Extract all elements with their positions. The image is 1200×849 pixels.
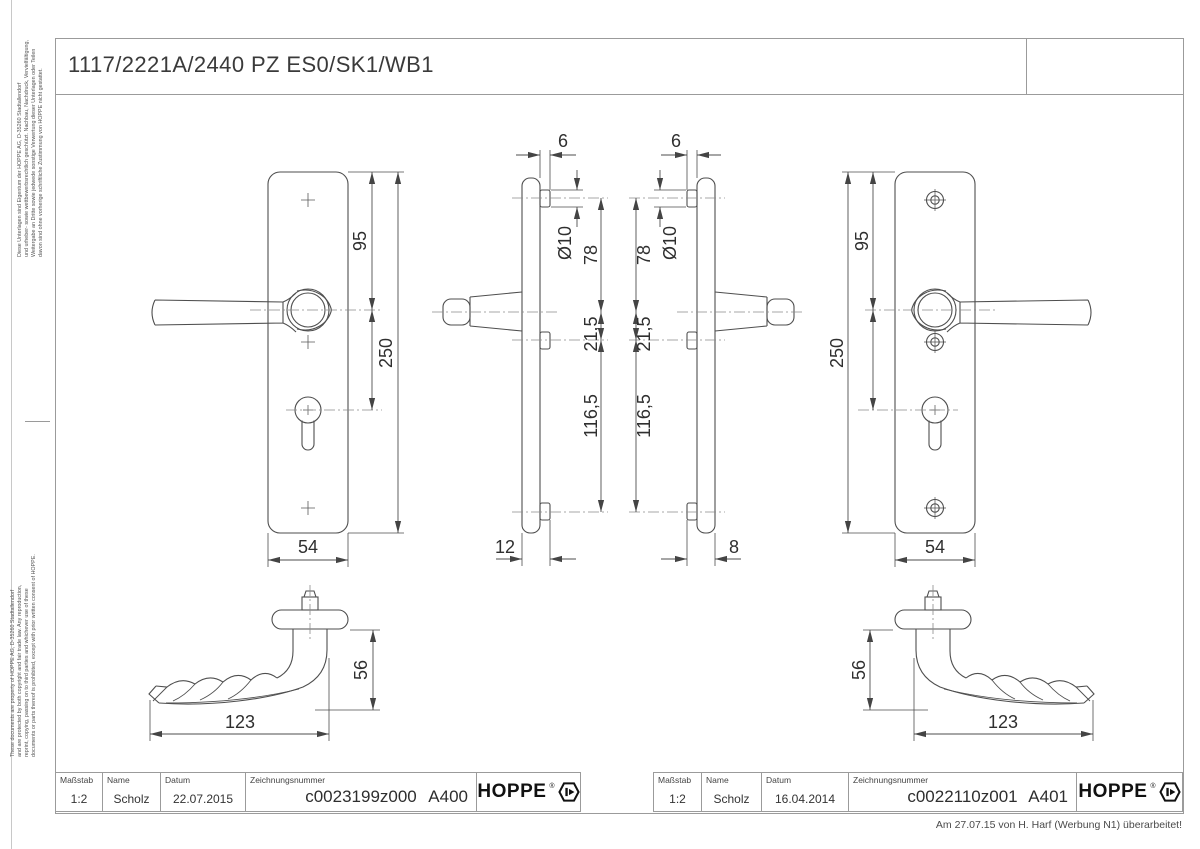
registered-mark: ®	[1150, 782, 1156, 790]
dim-plate-width-right: 54	[924, 537, 946, 557]
scale-label: Maßstab	[60, 775, 94, 785]
dim-grip-height-right: 56	[848, 659, 869, 681]
drawing-number-cell	[848, 773, 1076, 811]
drawing-number-cell	[245, 773, 476, 811]
legal-de-line: Diese Unterlagen sind Eigentum der HOPPE AG, D-35260 Stadtallendorf	[17, 82, 23, 257]
name-cell	[701, 773, 761, 811]
dim-peg-top-left: 78	[580, 244, 601, 266]
dim-plate-height-left: 250	[375, 337, 396, 369]
legal-en-line: documents or parts thereof is prohibited, except with prior written consent of HOPPE.	[30, 554, 37, 757]
drawing-number-value: c0023199z000	[305, 787, 417, 806]
dim-depth-right: 8	[728, 537, 740, 557]
drawing-number-value: c0022110z001	[907, 787, 1018, 806]
dim-peg-top-right: 78	[633, 244, 654, 266]
dim-plate-height-right: 250	[826, 337, 847, 369]
scale-label: Maßstab	[658, 775, 692, 785]
dim-top-to-handle-right: 95	[851, 230, 872, 252]
front-view-right-plate	[827, 172, 1091, 567]
name-label: Name	[107, 775, 130, 785]
drawing-title: 1117/2221A/2440 PZ ES0/SK1/WB1	[68, 52, 434, 77]
legal-en-line: reprint, copying, passing on to third parties and whichever use of these	[23, 588, 30, 757]
front-view-left-plate	[152, 172, 404, 567]
dim-peg-peg-right: 116,5	[633, 394, 654, 438]
dim-plate-width-left: 54	[297, 537, 319, 557]
scale-value: 1:2	[70, 792, 88, 806]
scale-value: 1:2	[669, 792, 686, 806]
hoppe-hexagon-icon	[558, 782, 580, 802]
drawing-number-label: Zeichnungsnummer	[853, 775, 929, 785]
name-label: Name	[706, 775, 729, 785]
title-block-a400	[55, 772, 581, 812]
logo-cell	[476, 773, 580, 811]
hoppe-logo-text: HOPPE	[1078, 781, 1148, 802]
dim-center-peg-left: 21,5	[580, 316, 601, 352]
dim-peg-protrusion-right: 6	[670, 131, 682, 151]
date-label: Datum	[766, 775, 792, 785]
sheet-code: A401	[1028, 787, 1068, 806]
dim-grip-length-left: 123	[224, 712, 256, 732]
title-block-a401	[653, 772, 1183, 812]
side-view-right	[629, 131, 805, 566]
scale-cell	[56, 773, 102, 811]
revision-note: Am 27.07.15 von H. Harf (Werbung N1) überarbeitet!	[935, 819, 1182, 831]
dim-grip-height-left: 56	[350, 659, 371, 681]
side-view-left	[432, 131, 608, 566]
date-cell	[761, 773, 848, 811]
scale-cell	[654, 773, 701, 811]
date-value: 22.07.2015	[172, 792, 234, 806]
screw-holes	[924, 189, 946, 519]
hoppe-logo-text: HOPPE	[477, 781, 547, 802]
name-cell	[102, 773, 160, 811]
date-cell	[160, 773, 245, 811]
name-value: Scholz	[713, 792, 750, 806]
dim-peg-peg-left: 116,5	[580, 394, 601, 438]
legal-de-line: und urheber- sowie wettbewerbsrechtlich geschützt. Nachbau, Nachdruck, Vervielfältigung,	[23, 40, 30, 257]
name-value: Scholz	[113, 792, 150, 806]
dim-center-peg-right: 21,5	[633, 316, 654, 352]
date-value: 16.04.2014	[774, 792, 836, 806]
legal-en-line: These documents are property of HOPPE AG, D-35260 Stadtallendorf	[10, 589, 16, 757]
drawing-number-label: Zeichnungsnummer	[250, 775, 326, 785]
date-label: Datum	[165, 775, 191, 785]
logo-cell	[1076, 773, 1182, 811]
handle-top-view-right	[849, 585, 1094, 741]
dim-peg-protrusion-left: 6	[557, 131, 569, 151]
hoppe-hexagon-icon	[1159, 782, 1181, 802]
legal-en-line: and are protected by both copyright and fair trade law. Any reproduction,	[16, 584, 23, 757]
dim-peg-diameter-right: Ø10	[659, 225, 680, 261]
dim-depth-left: 12	[494, 537, 516, 557]
registered-mark: ®	[549, 782, 555, 790]
legal-de-line: davon sind ohne vorherige schriftliche Zustimmung von HOPPE nicht gestattet.	[37, 68, 44, 257]
dim-grip-length-right: 123	[987, 712, 1019, 732]
dim-peg-diameter-left: Ø10	[554, 225, 575, 261]
legal-de-line: Weitergabe an Dritte sowie jedwede sonstige Verwertung dieser Unterlagen oder Teilen	[30, 48, 37, 257]
sheet-code: A400	[428, 787, 468, 806]
dim-top-to-handle-left: 95	[349, 230, 370, 252]
handle-top-view-left	[149, 585, 380, 741]
